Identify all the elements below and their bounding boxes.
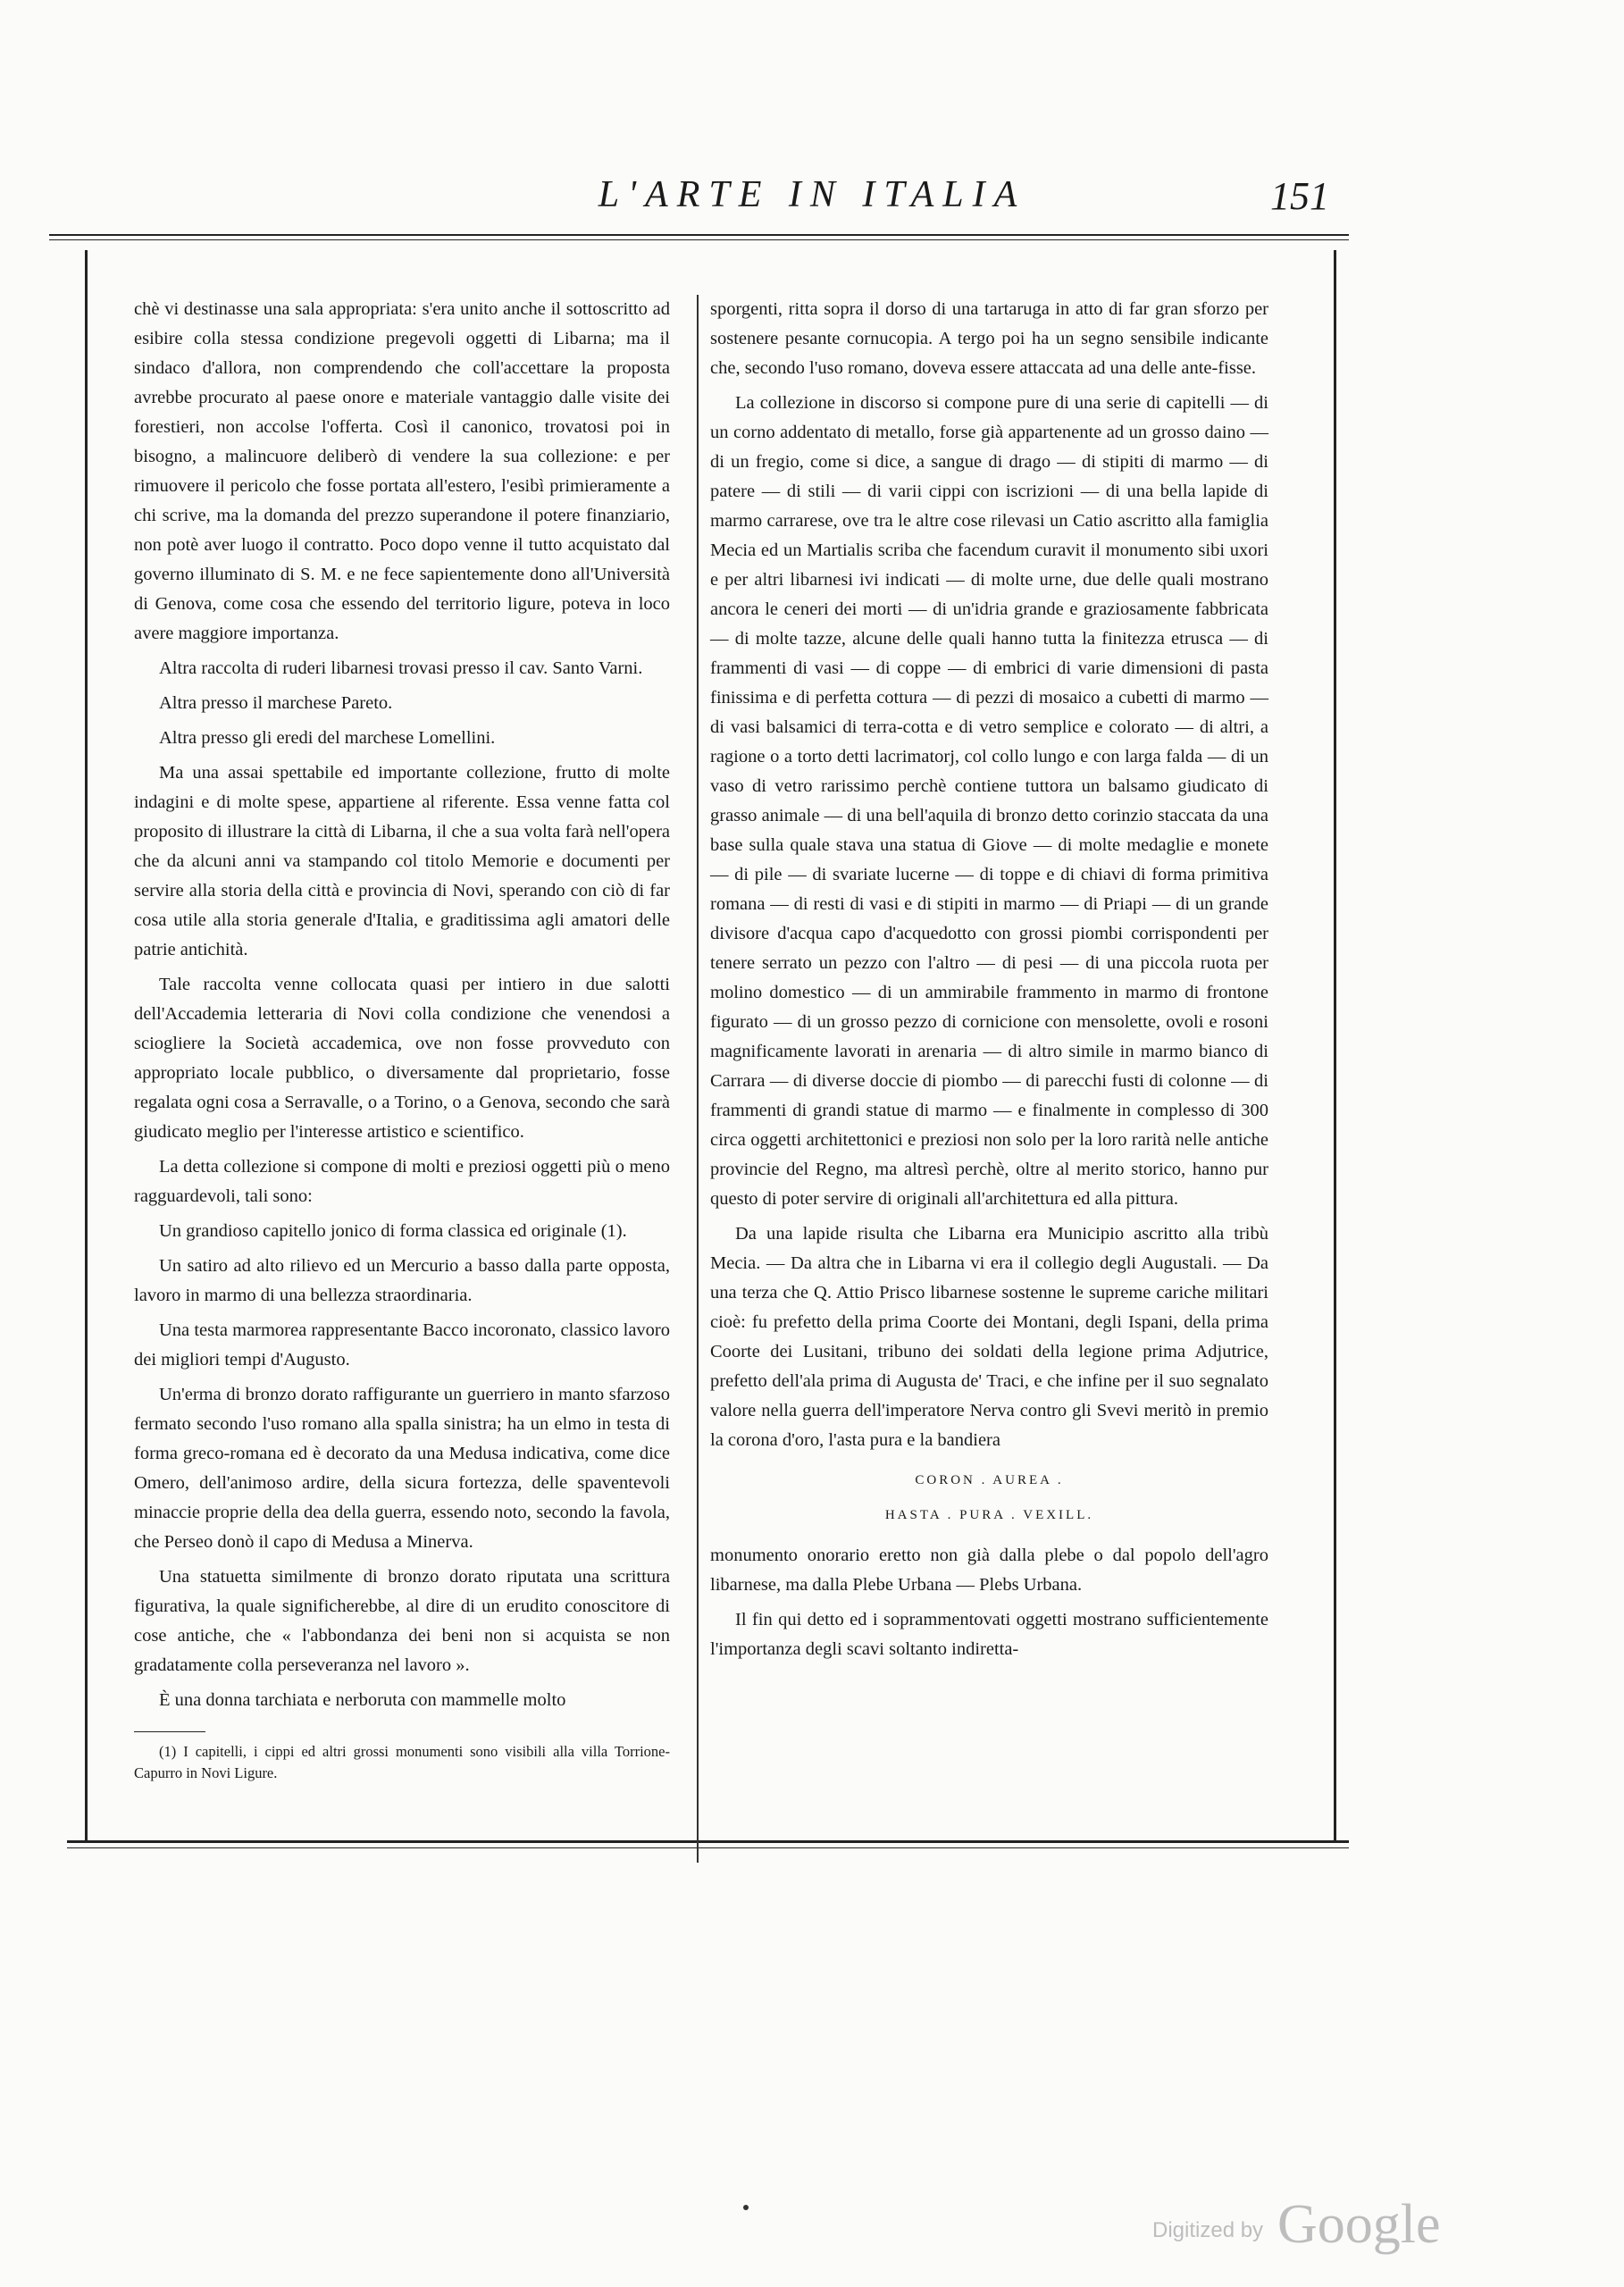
running-title: L'ARTE IN ITALIA [598,174,1026,215]
left-paragraph: Tale raccolta venne collocata quasi per intiero in due salotti dell'Accademia letteraria di Novi colla condizione che venendosi a sciogliere la Società accademica, ove non fosse provveduto con appropriato locale pubblico, o diversamente dal proprietario, fosse regalata ogni cosa a Serravalle, o a Torino, o a Genova, secondo che sarà giudicato meglio per l'interesse artistico e scientifico. [134,975,670,1142]
inscription-line: HASTA . PURA . VEXILL. [884,1508,1094,1522]
right-paragraph: Il fin qui detto ed i soprammentovati oggetti mostrano sufficientemente l'importanza degli scavi soltanto indiretta- [710,1610,1268,1659]
left-paragraph: È una donna tarchiata e nerboruta con mammelle molto [159,1690,566,1710]
column-divider [697,295,699,1863]
running-head [0,161,1624,232]
left-column [134,295,670,1789]
ink-dot [743,2205,749,2210]
top-rule-thin [49,239,1349,240]
footnote-rule [134,1731,205,1732]
left-paragraph: Un'erma di bronzo dorato raffigurante un guerriero in manto sfarzoso fermato secondo l'uso romano alla spalla sinistra; ha un elmo in testa di forma greco-romana ed è decorato da una Medusa indicativa, come dice Omero, dell'animoso ardire, della sicura fortezza, delle spaventevoli minaccie proprie della dea della guerra, essendo noto, secondo la favola, che Perseo donò il capo di Medusa a Minerva. [134,1385,670,1552]
right-column [710,295,1268,1670]
right-paragraph: Da una lapide risulta che Libarna era Municipio ascritto alla tribù Mecia. — Da altra che in Libarna vi era il collegio degli Augustali. — Da una terza che Q. Attio Prisco libarnese sostenne le supreme cariche militari cioè: fu prefetto della prima Coorte dei Montani, degli Ispani, della prima Coorte dei Lusitani, tribuno dei soldati della legione prima Adjutrice, prefetto dell'ala prima di Augusta de' Traci, e che infine per il suo segnalato valore nella guerra dell'imperatore Nerva contro gli Svevi meritò in premio la corona d'oro, l'asta pura e la bandiera [710,1224,1268,1450]
bottom-rule [67,1840,1349,1843]
page-number: 151 [1270,174,1329,218]
left-paragraph: Ma una assai spettabile ed importante collezione, frutto di molte indagini e di molte spese, appartiene al riferente. Essa venne fatta col proposito di illustrare la città di Libarna, il che a sua volta farà nell'opera che da alcuni anni va stampando col titolo Memorie e documenti per servire alla storia della città e provincia di Novi, sperando con ciò di far cosa utile alla storia generale d'Italia, e graditissima agli amatori delle patrie antichità. [134,763,670,959]
inscription [710,1466,1268,1530]
left-paragraph: La detta collezione si compone di molti e preziosi oggetti più o meno ragguardevoli, tali sono: [134,1157,670,1206]
right-paragraph: sporgenti, ritta sopra il dorso di una tartaruga in atto di far gran sforzo per sostenere pesante cornucopia. A tergo poi ha un segno sensibile indicante che, secondo l'uso romano, doveva essere attaccata ad una delle ante-fisse. [710,299,1268,378]
top-rule [49,234,1349,236]
left-paragraph: Un grandioso capitello jonico di forma classica ed originale (1). [159,1221,627,1241]
right-paragraph: monumento onorario eretto non già dalla plebe o dal popolo dell'agro libarnese, ma dalla Plebe Urbana — Plebs Urbana. [710,1546,1268,1595]
left-paragraph: Altra presso gli eredi del marchese Lomellini. [159,728,496,748]
left-paragraph: Un satiro ad alto rilievo ed un Mercurio a basso dalla parte opposta, lavoro in marmo di una bellezza straordinaria. [134,1256,670,1305]
footnote: (1) I capitelli, i cippi ed altri grossi monumenti sono visibili alla villa Torrione-Capurro in Novi Ligure. [134,1743,670,1781]
right-paragraph: La collezione in discorso si compone pure di una serie di capitelli — di un corno addentato di metallo, forse già appartenente ad un grosso daino — di un fregio, come si dice, a sangue di drago — di stipiti di marmo — di patere — di stili — di varii cippi con iscrizioni — di una bella lapide di marmo carrarese, ove tra le altre cose rilevasi un Catio ascritto alla famiglia Mecia ed un Martialis scriba che facendum curavit il monumento sibi uxori e per altri libarnesi ivi indicati — di molte urne, due delle quali mostrano ancora le ceneri dei morti — di un'idria grande e graziosamente fabbricata — di molte tazze, alcune delle quali hanno tutta la finitezza etrusca — di frammenti di vasi — di coppe — di embrici di varie dimensioni di pasta finissima e di perfetta cottura — di pezzi di mosaico a cubetti di marmo — di vasi balsamici di terra-cotta e di vetro semplice e colorato — di altri, a ragione o a torto detti lacrimatorj, col collo lungo e con larga falda — di un vaso di vetro rarissimo perchè contiene tuttora un balsamo giudicato di grasso animale — di una bell'aquila di bronzo detto corinzio staccata da una base sulla quale stava una statua di Giove — di molte medaglie e monete — di pile — di svariate lucerne — di toppe e di chiavi di forma primitiva romana — di resti di vasi e di stipiti in marmo — di Priapi — di un grande divisore d'acqua capo d'acquedotto con grossi piombi corrispondenti per tenere serrato un pezzo con l'altro — di pesi — di una piccola ruota per molino domestico — di un ammirabile frammento in marmo di frontone figurato — di un grosso pezzo di cornicione con mensolette, ovoli e rosoni magnificamente lavorati in arenaria — di altro simile in marmo bianco di Carrara — di diverse doccie di piombo — di parecchi fusti di colonne — di frammenti di grandi statue di marmo — e finalmente in complesso di 300 circa oggetti architettonici e preziosi non solo per la loro rarità nelle antiche provincie del Regno, ma altresì perchè, oltre al merito storico, hanno pur questo di poter servire di originali all'architettura ed alla pittura. [710,393,1268,1209]
left-paragraph: chè vi destinasse una sala appropriata: s'era unito anche il sottoscritto ad esibire colla stessa condizione pregevoli oggetti di Libarna; ma il sindaco d'allora, non comprendendo che coll'accettare la proposta avrebbe procurato al paese onore e materiale vantaggio dalle visite dei forestieri, non accolse l'offerta. Così il canonico, trovatosi poi in bisogno, a malincuore deliberò di vendere la sua collezione: e per rimuovere il pericolo che fosse portata all'estero, l'esibì primieramente a chi scrive, ma la domanda del prezzo superandone il potere finanziario, non potè aver luogo il contratto. Poco dopo venne il tutto acquistato dal governo illuminato di S. M. e ne fece sapientemente dono all'Università di Genova, come cosa che essendo del territorio ligure, poteva in loco avere maggiore importanza. [134,299,670,643]
google-logo: Google [1277,2194,1441,2255]
bottom-rule-thin [67,1847,1349,1848]
left-paragraph: Altra presso il marchese Pareto. [159,693,393,713]
left-paragraph: Una statuetta similmente di bronzo dorato riputata una scrittura figurativa, la quale significherebbe, al dire di un erudito conoscitore di cose antiche, che « l'abbondanza dei beni non si acquista se non gradatamente colla perseveranza nel lavoro ». [134,1567,670,1675]
left-paragraph: Altra raccolta di ruderi libarnesi trovasi presso il cav. Santo Varni. [159,658,643,678]
digitization-watermark [1152,2193,1563,2256]
left-paragraph: Una testa marmorea rappresentante Bacco incoronato, classico lavoro dei migliori tempi d'Augusto. [134,1320,670,1370]
inscription-line: CORON . AUREA . [915,1473,1064,1487]
watermark-prefix: Digitized by [1152,2218,1264,2242]
